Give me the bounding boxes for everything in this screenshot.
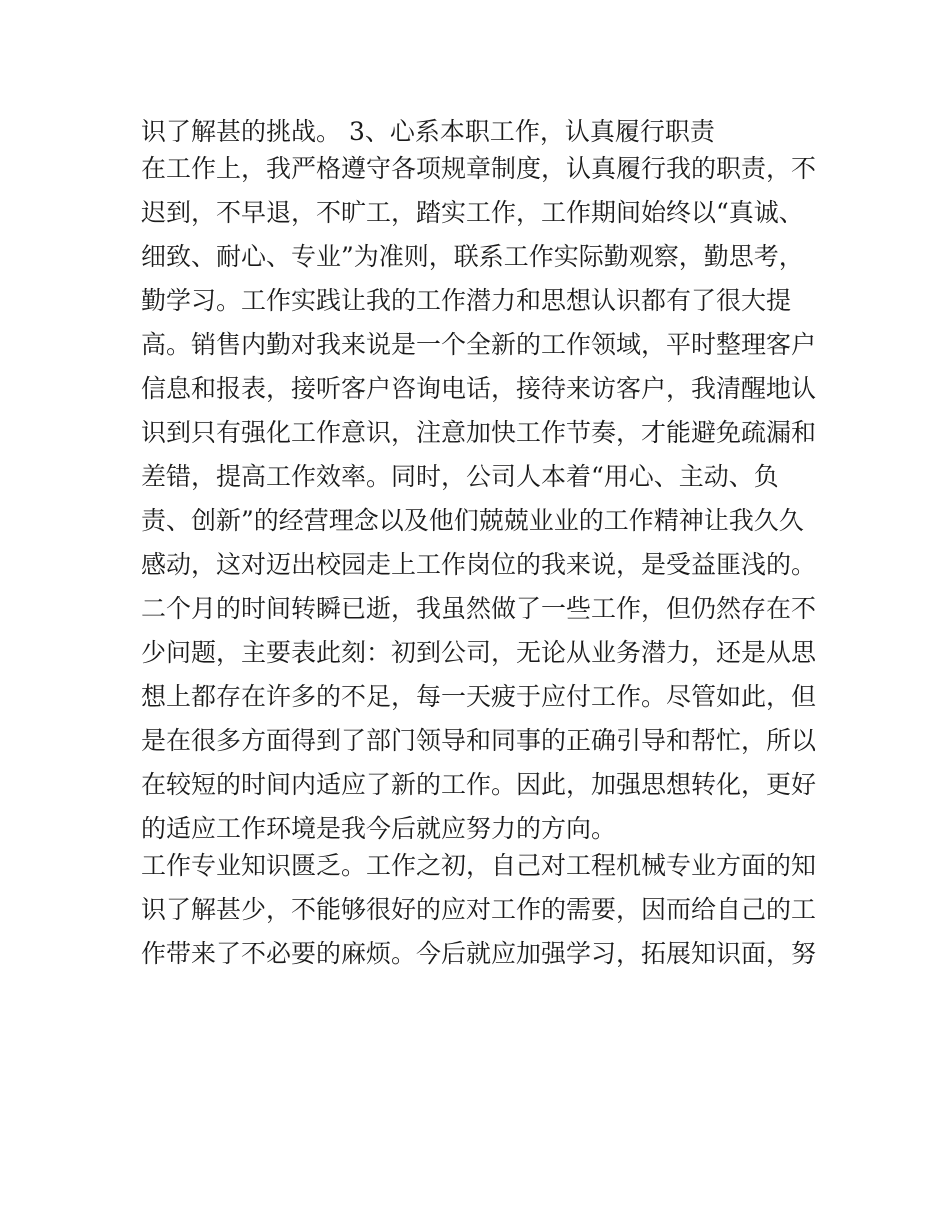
text-line: 信息和报表，接听客户咨询电话，接待来访客户，我清醒地认 [141, 374, 817, 403]
text-line: 迟到，不早退，不旷工，踏实工作，工作期间始终以“真诚、 [141, 198, 804, 227]
text-line: 作带来了不必要的麻烦。今后就应加强学习，拓展知识面，努 [141, 939, 817, 968]
text-line: 是在很多方面得到了部门领导和同事的正确引导和帮忙，所以 [141, 726, 817, 755]
text-line: 勤学习。工作实践让我的工作潜力和思想认识都有了很大提 [141, 286, 792, 315]
text-line: 高。销售内勤对我来说是一个全新的工作领域，平时整理客户 [141, 330, 817, 359]
text-line: 识了解甚的挑战。 3、心系本职工作，认真履行职责 [141, 117, 715, 146]
text-line: 在工作上，我严格遵守各项规章制度，认真履行我的职责，不 [141, 154, 817, 183]
text-line: 细致、耐心、专业”为准则，联系工作实际勤观察，勤思考， [141, 242, 804, 271]
text-line: 识到只有强化工作意识，注意加快工作节奏，才能避免疏漏和 [141, 418, 817, 447]
text-line: 二个月的时间转瞬已逝，我虽然做了一些工作，但仍然存在不 [141, 594, 817, 623]
text-line: 差错，提高工作效率。同时，公司人本着“用心、主动、负 [141, 462, 779, 491]
body-text [141, 110, 821, 976]
text-line: 的适应工作环境是我今后就应努力的方向。 [141, 814, 617, 843]
text-line: 感动，这对迈出校园走上工作岗位的我来说，是受益匪浅的。 [141, 550, 817, 579]
text-line: 责、创新”的经营理念以及他们兢兢业业的工作精神让我久久 [141, 506, 804, 535]
text-line: 工作专业知识匮乏。工作之初，自己对工程机械专业方面的知 [141, 851, 817, 880]
text-line: 少问题，主要表此刻：初到公司，无论从业务潜力，还是从思 [141, 638, 817, 667]
text-line: 在较短的时间内适应了新的工作。因此，加强思想转化，更好 [141, 770, 817, 799]
text-line: 识了解甚少，不能够很好的应对工作的需要，因而给自己的工 [141, 895, 817, 924]
text-line: 想上都存在许多的不足，每一天疲于应付工作。尽管如此，但 [141, 682, 817, 711]
